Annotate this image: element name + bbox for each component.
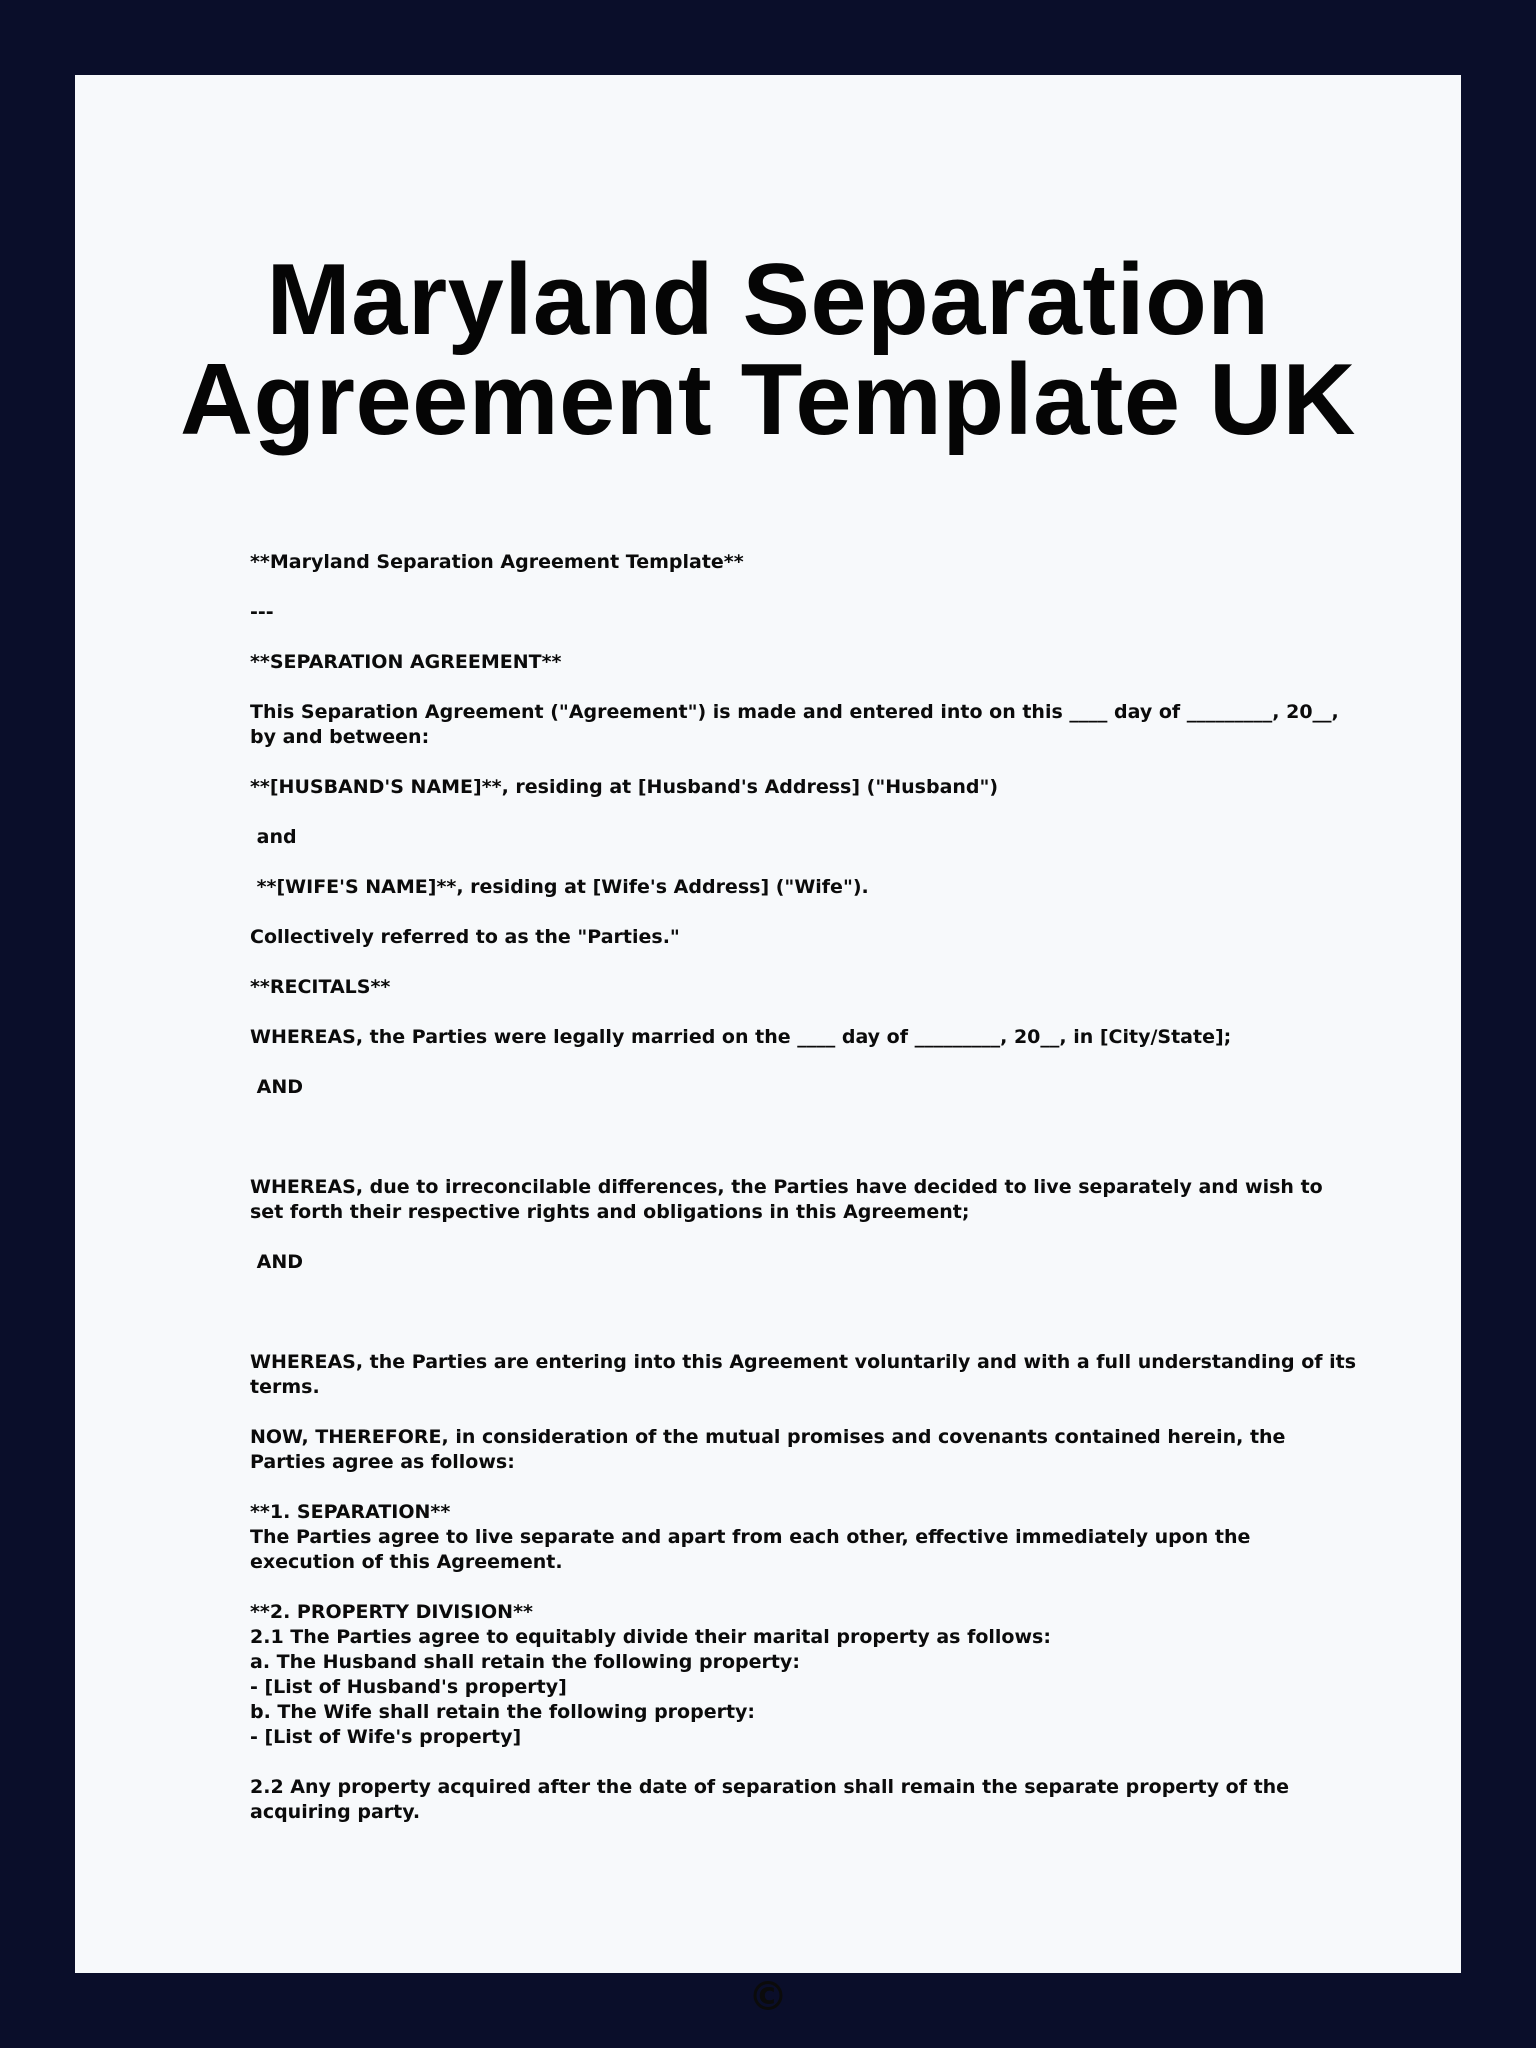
and-connector: and <box>250 826 297 848</box>
recital-and-2: AND <box>250 1251 304 1273</box>
parties-definition: Collectively referred to as the "Parties." <box>250 926 680 948</box>
copyright-icon: © <box>748 1974 788 2020</box>
husband-party: **[HUSBAND'S NAME]**, residing at [Husband's Address] ("Husband") <box>250 776 999 798</box>
recitals-heading: **RECITALS** <box>250 976 391 998</box>
now-therefore: NOW, THEREFORE, in consideration of the mutual promises and covenants contained herein, the Parties agree as follows: <box>250 1426 1293 1473</box>
recital-marriage: WHEREAS, the Parties were legally married on the ____ day of _________, 20__, in [City/State]; <box>250 1026 1232 1048</box>
document-title: Maryland Separation Agreement Template UK <box>180 244 1356 456</box>
document-page <box>75 75 1461 2020</box>
intro-paragraph: This Separation Agreement ("Agreement") is made and entered into on this ____ day of _________, 20__, by and between: <box>250 701 1346 748</box>
agreement-heading: **SEPARATION AGREEMENT** <box>250 651 562 673</box>
template-heading: **Maryland Separation Agreement Template** <box>250 551 744 573</box>
section-separation: **1. SEPARATION** The Parties agree to live separate and apart from each other, effective immediately upon the execution of this Agreement. <box>250 1501 1251 1573</box>
recital-and-1: AND <box>250 1076 304 1098</box>
document-body <box>250 550 1363 1850</box>
separator-line: --- <box>250 601 274 623</box>
recital-differences: WHEREAS, due to irreconcilable differences, the Parties have decided to live separately and wish to set forth their respective rights and obligations in this Agreement; <box>250 1176 1330 1223</box>
recital-voluntary: WHEREAS, the Parties are entering into this Agreement voluntarily and with a full understanding of its terms. <box>250 1351 1363 1398</box>
section-property-division: **2. PROPERTY DIVISION** 2.1 The Parties agree to equitably divide their marital property as follows: a. The Husband shall retain the following property: - [List of Husband's property] b. The Wife shall retain the following property: - [List of Wife's property] <box>250 1601 1051 1748</box>
clause-2-2: 2.2 Any property acquired after the date of separation shall remain the separate property of the acquiring party. <box>250 1776 1296 1823</box>
wife-party: **[WIFE'S NAME]**, residing at [Wife's Address] ("Wife"). <box>250 876 869 898</box>
